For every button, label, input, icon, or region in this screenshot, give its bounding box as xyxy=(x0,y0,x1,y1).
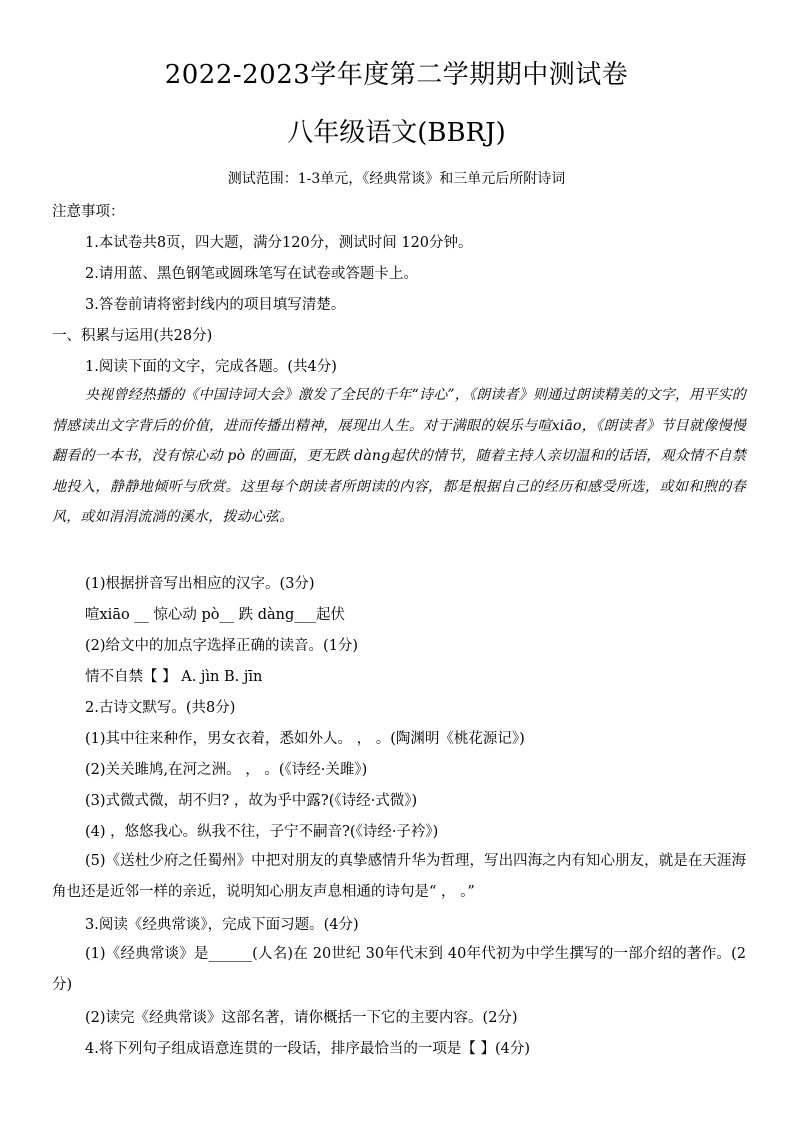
question-4-stem: 4.将下列句子组成语意连贯的一段话，排序最恰当的一项是【 】(4分) xyxy=(85,1041,530,1057)
question-2-stem: 2.古诗文默写。(共8分) xyxy=(85,700,236,716)
question-3-stem: 3.阅读《经典常谈》，完成下面习题。(4分) xyxy=(85,917,359,933)
exam-subtitle: 八年级语文(BBRJ) xyxy=(287,118,506,148)
question-1-stem: 1.阅读下面的文字，完成各题。(共4分) xyxy=(85,359,337,375)
recitation-line-5[interactable]: (5)《送杜少府之任蜀州》中把对朋友的真挚感情升华为哲理，写出四海之内有知心朋友，就是在天涯海角也还是近邻一样的亲近，说明知心朋友声息相通的诗句是“ ， 。” xyxy=(52,853,746,900)
pronunciation-options[interactable]: 情不自禁【 】 A. jìn B. jīn xyxy=(85,669,263,685)
question-3-sub1[interactable]: (1)《经典常谈》是______(人名)在 20世纪 30年代末到 40年代初为中学生撰写的一部介绍的著作。(2分) xyxy=(52,946,746,993)
reading-passage: 央视曾经热播的《中国诗词大会》激发了全民的千年“诗心”，《朗读者》则通过朗读精美的文字，用平实的情感读出文字背后的价值，进而传播出精神，展现出人生。对于满眼的娱乐与喧xiāo，《朗读者》节目就像慢慢翻看的一本书，没有惊心动 pò 的画面，更无跌 dàng起伏的情节，随着主持人亲切温和的话语，观众情不自禁地投入，静静地倾听与欣赏。这里每个朗读者所朗读的内容，都是根据自己的经历和感受所选，或如和煦的春风，或如涓涓流淌的溪水，拨动心弦。 xyxy=(52,387,746,526)
exam-title: 2022-2023学年度第二学期期中测试卷 xyxy=(164,60,629,90)
recitation-line-3[interactable]: (3)式微式微，胡不归? ，故为乎中露?(《诗经·式微》) xyxy=(85,793,418,809)
notice-item-2: 2.请用蓝、黑色钢笔或圆珠笔写在试卷或答题卡上。 xyxy=(85,266,418,282)
pinyin-answer-line[interactable]: 喧xiāo __ 惊心动 pò__ 跌 dàng___起伏 xyxy=(85,607,346,623)
recitation-line-1[interactable]: (1)其中往来种作，男女衣着，悉如外人。 ， 。(陶渊明《桃花源记》) xyxy=(85,731,525,747)
notice-item-1: 1.本试卷共8页，四大题，满分120分，测试时间 120分钟。 xyxy=(85,235,473,251)
recitation-line-2[interactable]: (2)关关雎鸠,在河之洲。 ， 。(《诗经·关雎》) xyxy=(85,762,368,778)
notice-heading: 注意事项： xyxy=(52,204,125,220)
notice-item-3: 3.答卷前请将密封线内的项目填写清楚。 xyxy=(85,297,346,313)
question-1-sub1: (1)根据拼音写出相应的汉字。(3分) xyxy=(85,576,315,592)
recitation-line-4[interactable]: (4) ，悠悠我心。纵我不往，子宁不嗣音?(《诗经·子衿》) xyxy=(85,824,439,840)
question-3-sub2: (2)读完《经典常谈》这部名著，请你概括一下它的主要内容。(2分) xyxy=(85,1010,518,1026)
question-1-sub2: (2)给文中的加点字选择正确的读音。(1分) xyxy=(85,638,359,654)
section-heading: 一、积累与运用(共28分) xyxy=(52,328,213,344)
test-scope: 测试范围：1-3单元，《经典常谈》和三单元后所附诗词 xyxy=(227,171,566,187)
